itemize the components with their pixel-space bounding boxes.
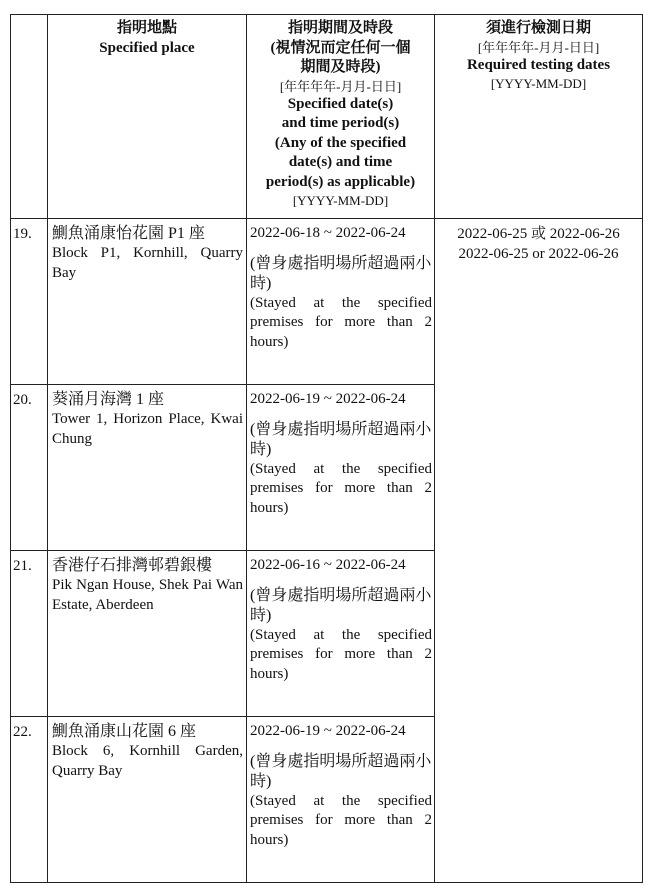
note-en: (Stayed at the specified premises for more than 2 hours) <box>250 460 432 516</box>
row-number: 22. <box>11 717 48 883</box>
row-period <box>247 717 435 883</box>
header-testing-format-zh: [年年年年-月月-日日] <box>477 39 600 55</box>
place-en: Block P1, Kornhill, Quarry Bay <box>52 245 243 281</box>
header-period-en-5: period(s) as applicable) <box>265 173 416 190</box>
header-testing <box>435 15 643 219</box>
place-zh: 香港仔石排灣邨碧銀樓 <box>52 557 213 574</box>
header-place-en: Specified place <box>99 39 195 56</box>
testing-dates-en: 2022-06-25 or 2022-06-26 <box>458 246 619 262</box>
header-testing-format-en: [YYYY-MM-DD] <box>490 76 587 91</box>
testing-dates-zh: 2022-06-25 或 2022-06-26 <box>457 226 620 242</box>
note-en: (Stayed at the specified premises for more than 2 hours) <box>250 294 432 350</box>
place-en: Tower 1, Horizon Place, Kwai Chung <box>52 411 243 447</box>
specified-premises-table <box>10 14 643 883</box>
note-zh: (曾身處指明場所超過兩小時) <box>250 254 432 292</box>
row-place <box>48 219 247 385</box>
place-zh: 鰂魚涌康怡花園 P1 座 <box>52 225 205 242</box>
note-zh: (曾身處指明場所超過兩小時) <box>250 586 432 624</box>
header-testing-zh: 須進行檢測日期 <box>485 20 591 36</box>
header-period-zh-3: 期間及時段) <box>300 59 381 75</box>
date-range: 2022-06-19 ~ 2022-06-24 <box>250 391 406 407</box>
note-en: (Stayed at the specified premises for more than 2 hours) <box>250 792 432 848</box>
place-en: Pik Ngan House, Shek Pai Wan Estate, Aberdeen <box>52 577 243 613</box>
header-place-zh: 指明地點 <box>116 20 177 36</box>
place-zh: 鰂魚涌康山花園 6 座 <box>52 723 197 740</box>
date-range: 2022-06-19 ~ 2022-06-24 <box>250 723 406 739</box>
testing-dates-cell <box>435 219 643 883</box>
header-period-format-en: [YYYY-MM-DD] <box>292 193 389 208</box>
row-place <box>48 717 247 883</box>
table-row <box>11 219 643 385</box>
header-period-zh-2: (視情況而定任何一個 <box>270 39 411 56</box>
header-period <box>247 15 435 219</box>
date-range: 2022-06-16 ~ 2022-06-24 <box>250 557 406 573</box>
header-period-zh-1: 指明期間及時段 <box>287 20 393 36</box>
header-place <box>48 15 247 219</box>
date-range: 2022-06-18 ~ 2022-06-24 <box>250 225 406 241</box>
header-period-en-2: and time period(s) <box>281 115 400 131</box>
row-period <box>247 219 435 385</box>
note-en: (Stayed at the specified premises for more than 2 hours) <box>250 626 432 682</box>
row-place <box>48 385 247 551</box>
row-number: 21. <box>11 551 48 717</box>
note-zh: (曾身處指明場所超過兩小時) <box>250 420 432 458</box>
row-period <box>247 551 435 717</box>
place-zh: 葵涌月海灣 1 座 <box>52 391 165 408</box>
header-number <box>11 15 48 219</box>
place-en: Block 6, Kornhill Garden, Quarry Bay <box>52 743 243 779</box>
row-number: 19. <box>11 219 48 385</box>
header-period-en-1: Specified date(s) <box>287 95 394 112</box>
header-testing-en: Required testing dates <box>466 56 611 73</box>
row-place <box>48 551 247 717</box>
row-number: 20. <box>11 385 48 551</box>
header-period-en-4: date(s) and time <box>288 154 393 170</box>
header-period-en-3: (Any of the specified <box>274 134 407 151</box>
note-zh: (曾身處指明場所超過兩小時) <box>250 752 432 790</box>
table-header-row <box>11 15 643 219</box>
row-period <box>247 385 435 551</box>
header-period-format-zh: [年年年年-月月-日日] <box>279 78 402 94</box>
